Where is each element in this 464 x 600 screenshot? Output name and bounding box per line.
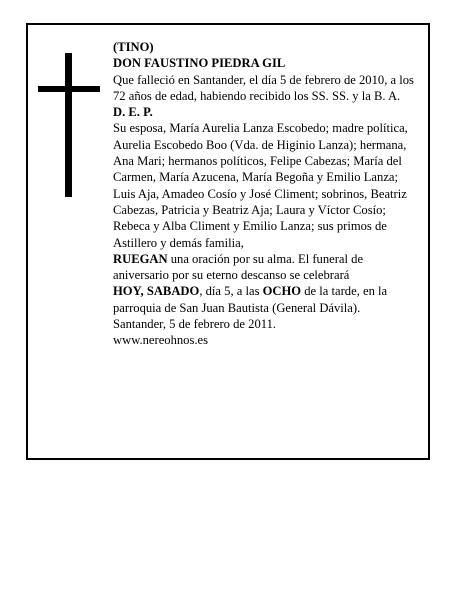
funeral-paragraph [113,283,418,316]
funeral-time: OCHO [262,284,302,299]
deceased-name: DON FAUSTINO PIEDRA GIL [113,56,286,71]
cross-horizontal-bar [38,86,100,92]
deceased-nickname: (TINO) [113,40,154,54]
obituary-text [113,39,418,349]
request-paragraph [113,251,418,284]
request-text: una oración por su alma. El funeral de aniversario por su eterno descanso se celebrará [113,251,364,283]
dep-heading: D. E. P. [113,105,153,120]
funeral-text-2: de la tarde, en la parroquia de San Juan Bautista (General Dávila). [113,284,388,315]
death-info-line-1: Que falleció en Santander, el día 5 de febrero de 2010, a los [113,72,414,87]
death-info-line-2: 72 años de edad, habiendo recibido los SS. SS. y la B. A. [113,88,401,103]
funeral-text-1: , día 5, a las [199,284,263,299]
funeral-day: HOY, SABADO [113,284,200,299]
website-line: www.nereohnos.es [113,333,209,348]
family-paragraph: Su esposa, María Aurelia Lanza Escobedo; madre política, Aurelia Escobedo Boo (Vda. de Higinio Lanza); hermana, Ana Mari; hermanos políticos, Felipe Cabezas; María del Carmen, María Azucena, María Begoña y Emilio Lanza; Luis Aja, Amadeo Cosío y José Climent; sobrinos, Beatriz Cabezas, Patricia y Beatriz Aja; Laura y Víctor Cosío; Rebeca y Alba Climent y Emilio Lanza; sus primos de Astillero y demás familia, [113,121,408,250]
cross-icon [38,53,100,197]
cross-vertical-bar [65,53,72,197]
place-date-line: Santander, 5 de febrero de 2011. [113,317,277,332]
request-keyword: RUEGAN [113,251,168,266]
